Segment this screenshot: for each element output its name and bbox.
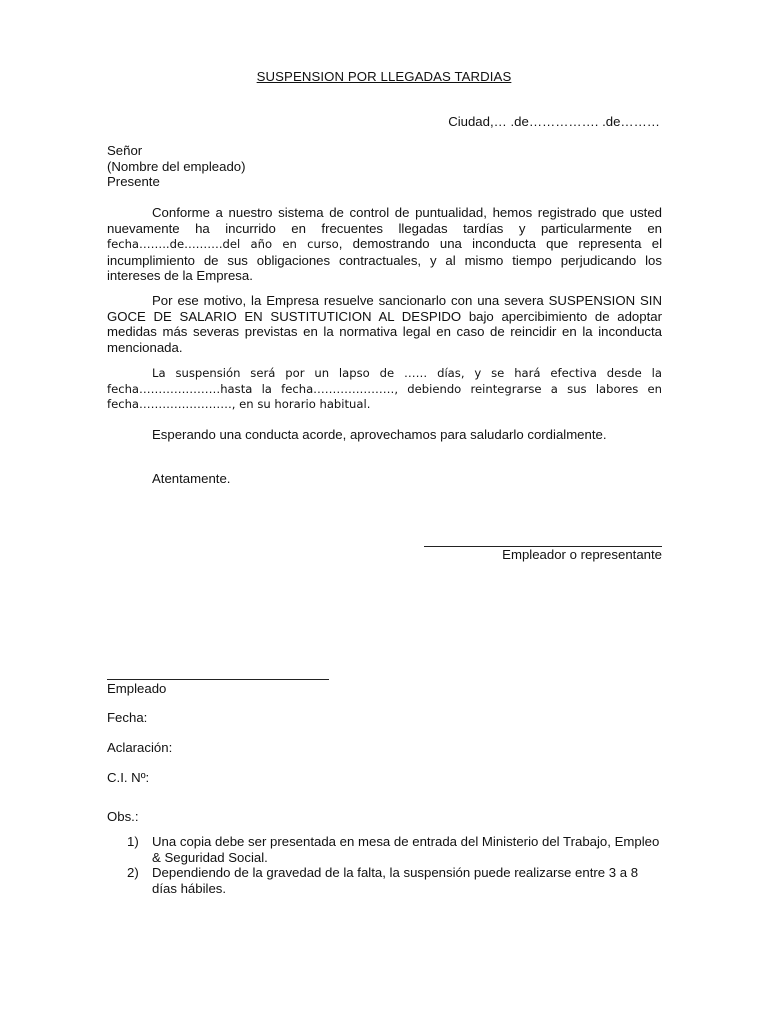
field-aclaracion: Aclaración:: [107, 740, 173, 755]
paragraph-1: [107, 205, 662, 284]
list-item-number: 1): [127, 834, 139, 849]
paragraph-4: [107, 427, 662, 443]
employee-signature-label: Empleado: [107, 681, 167, 696]
employer-signature-label: Empleador o representante: [502, 547, 662, 562]
paragraph-1-part1: Conforme a nuestro sistema de control de puntualidad, hemos registrado que usted nuevamente ha incurrido en frecuentes llegadas tardías y particularmente en: [107, 205, 662, 236]
date-line: Ciudad,… .de……………. .de………: [448, 114, 660, 129]
closing-text: Atentamente.: [152, 471, 231, 486]
list-item: [127, 834, 662, 865]
paragraph-2: [107, 293, 662, 355]
paragraph-3: [107, 366, 662, 413]
paragraph-1-part3: , demostrando una inconducta que representa el incumplimiento de sus obligaciones contractuales, y al mismo tiempo perjudicando los intereses de la Empresa.: [107, 236, 662, 284]
list-item-text: Una copia debe ser presentada en mesa de entrada del Ministerio del Trabajo, Empleo & Seguridad Social.: [152, 834, 660, 865]
list-item-number: 2): [127, 865, 139, 881]
recipient-block: [107, 143, 246, 190]
paragraph-1-date-blank: fecha……..de……….del año en curso: [107, 237, 339, 252]
document-title: SUSPENSION POR LLEGADAS TARDIAS: [256, 69, 512, 84]
paragraph-2-text: Por ese motivo, la Empresa resuelve sancionarlo con una severa SUSPENSION SIN GOCE DE SALARIO EN SUSTITUTICION AL DESPIDO bajo apercibimiento de adoptar medidas más severas previstas en la normativa legal en caso de reincidir en la inconducta mencionada.: [107, 293, 662, 355]
recipient-presente: Presente: [107, 174, 160, 190]
paragraph-4-text: Esperando una conducta acorde, aprovechamos para saludarlo cordialmente.: [152, 427, 607, 442]
obs-label: Obs.:: [107, 809, 139, 824]
obs-list: [127, 834, 662, 896]
closing: [107, 471, 662, 487]
paragraph-3-text: La suspensión será por un lapso de …… días, y se hará efectiva desde la fecha…………………hasta la fecha…………………, debiendo reintegrarse a sus labores en fecha……………………, en su horario habitual.: [107, 366, 662, 412]
list-item: [127, 865, 662, 896]
recipient-salutation: Señor: [107, 143, 143, 158]
list-item-text: Dependiendo de la gravedad de la falta, la suspensión puede realizarse entre 3 a 8 días hábiles.: [152, 865, 639, 896]
recipient-name: (Nombre del empleado): [107, 158, 246, 174]
field-fecha: Fecha:: [107, 710, 148, 725]
field-ci: C.I. Nº:: [107, 770, 150, 785]
employee-signature-line: [107, 679, 329, 680]
